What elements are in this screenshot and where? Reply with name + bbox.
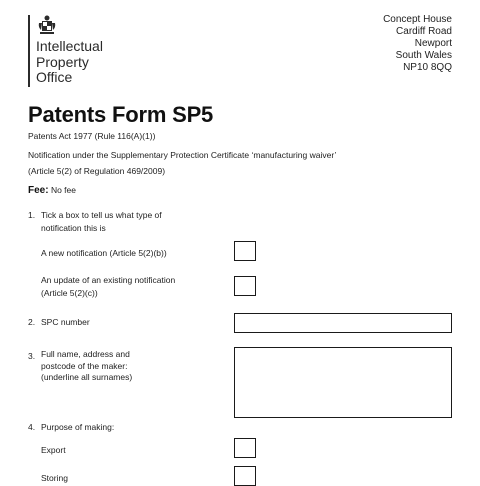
question-1-text-line: notification this is [41, 222, 106, 233]
question-3-text-line: postcode of the maker: [41, 360, 128, 371]
storing-label: Storing [41, 473, 68, 483]
form-title: Patents Form SP5 [28, 102, 214, 127]
address-line: South Wales [395, 50, 452, 61]
address-line: NP10 8QQ [403, 62, 452, 73]
question-4-number: 4. [28, 422, 36, 432]
maker-name-address-field[interactable] [234, 347, 452, 418]
spc-number-field[interactable] [234, 313, 452, 333]
address-line: Concept House [383, 14, 452, 25]
office-address [383, 14, 452, 74]
act-reference: Patents Act 1977 (Rule 116(A)(1)) [28, 131, 156, 141]
address-line: Cardiff Road [396, 26, 452, 37]
export-checkbox[interactable] [234, 438, 256, 458]
update-notification-label-line: An update of an existing notification [41, 275, 176, 285]
storing-checkbox[interactable] [234, 466, 256, 486]
update-notification-label-line: (Article 5(2)(c)) [41, 287, 98, 298]
org-name-line: Intellectual [36, 38, 103, 54]
question-1-text-line: Tick a box to tell us what type of [41, 210, 162, 220]
fee-line [28, 185, 76, 196]
notification-description: Notification under the Supplementary Protection Certificate ‘manufacturing waiver’ [28, 150, 337, 160]
ipo-logo [28, 15, 103, 87]
regulation-reference: (Article 5(2) of Regulation 469/2009) [28, 166, 166, 176]
question-1-text [41, 209, 162, 234]
update-notification-checkbox[interactable] [234, 276, 256, 296]
question-3-text-line: (underline all surnames) [41, 372, 133, 382]
question-2-number: 2. [28, 317, 36, 327]
question-3-number: 3. [28, 351, 36, 361]
fee-label: Fee: [28, 185, 49, 196]
royal-crest-icon [37, 15, 57, 37]
spc-number-label: SPC number [41, 317, 90, 327]
question-3-text-line: Full name, address and [41, 349, 130, 359]
fee-value: No fee [50, 185, 76, 195]
new-notification-checkbox[interactable] [234, 241, 256, 261]
org-name-line: Property [36, 53, 89, 70]
new-notification-label: A new notification (Article 5(2)(b)) [41, 248, 167, 258]
question-1-number: 1. [28, 210, 36, 220]
update-notification-label [41, 274, 175, 299]
purpose-of-making-label: Purpose of making: [41, 422, 115, 432]
org-name-line: Office [36, 69, 73, 85]
org-name [36, 39, 103, 86]
question-3-text [41, 349, 132, 384]
export-label: Export [41, 445, 66, 455]
address-line: Newport [414, 38, 452, 49]
